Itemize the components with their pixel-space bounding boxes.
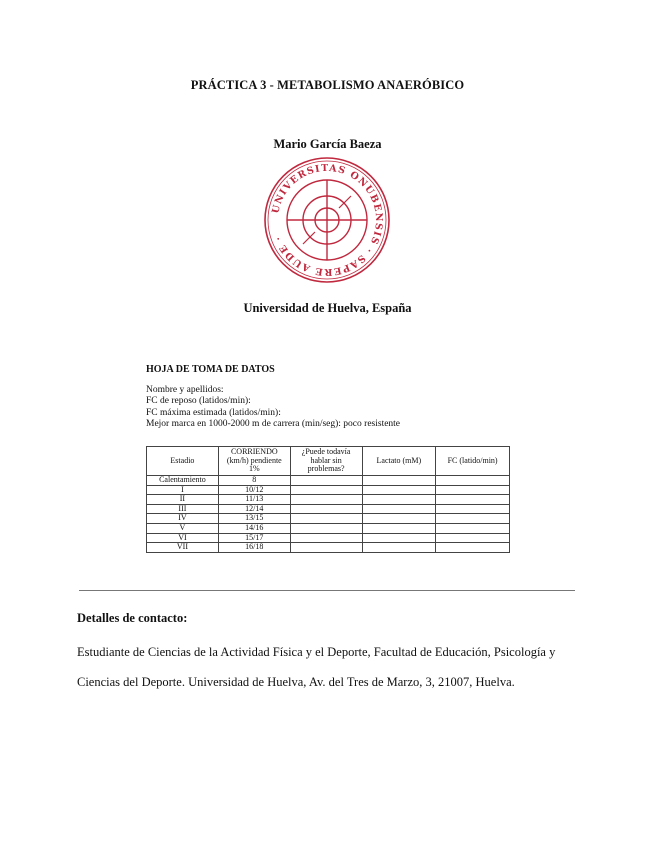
stage-cell: I	[147, 485, 219, 495]
hr-cell	[436, 476, 510, 486]
talk-cell	[290, 485, 362, 495]
table-row	[147, 485, 510, 495]
speed-cell: 8	[218, 476, 290, 486]
header-talk: ¿Puede todavía hablar sin problemas?	[290, 447, 362, 476]
hr-cell	[436, 504, 510, 514]
hr-cell	[436, 533, 510, 543]
talk-cell	[290, 533, 362, 543]
university-seal-logo	[262, 155, 392, 285]
contact-line: Ciencias del Deporte. Universidad de Huelva, Av. del Tres de Marzo, 3, 21007, Huelva.	[77, 675, 515, 689]
header-stage: Estadio	[147, 447, 219, 476]
table-row	[147, 533, 510, 543]
lactate-cell	[362, 543, 436, 553]
field-name: Nombre y apellidos:	[146, 384, 224, 395]
speed-cell: 11/13	[218, 495, 290, 505]
contact-heading: Detalles de contacto:	[77, 611, 188, 625]
data-sheet	[146, 364, 516, 431]
hr-cell	[436, 485, 510, 495]
lactate-cell	[362, 504, 436, 514]
hr-cell	[436, 514, 510, 524]
lactate-cell	[362, 533, 436, 543]
contact-line: Estudiante de Ciencias de la Actividad Física y el Deporte, Facultad de Educación, Psicología y	[77, 645, 556, 659]
talk-cell	[290, 514, 362, 524]
hr-cell	[436, 495, 510, 505]
talk-cell	[290, 504, 362, 514]
speed-cell: 13/15	[218, 514, 290, 524]
talk-cell	[290, 543, 362, 553]
speed-cell: 15/17	[218, 533, 290, 543]
table-row	[147, 504, 510, 514]
table-row	[147, 476, 510, 486]
sheet-title: HOJA DE TOMA DE DATOS	[146, 364, 275, 375]
speed-cell: 12/14	[218, 504, 290, 514]
stage-cell: Calentamiento	[147, 476, 219, 486]
talk-cell	[290, 476, 362, 486]
table-row	[147, 495, 510, 505]
contact-details	[77, 637, 587, 697]
table-row	[147, 543, 510, 553]
svg-text:UNIVERSITAS ONUBENSIS · SAPERE: UNIVERSITAS ONUBENSIS · SAPERE AUDE ·	[270, 162, 385, 278]
header-hr: FC (latido/min)	[436, 447, 510, 476]
data-table	[146, 446, 510, 553]
lactate-cell	[362, 476, 436, 486]
lactate-cell	[362, 523, 436, 533]
talk-cell	[290, 495, 362, 505]
lactate-cell	[362, 514, 436, 524]
speed-cell: 10/12	[218, 485, 290, 495]
hr-cell	[436, 523, 510, 533]
field-best-time: Mejor marca en 1000-2000 m de carrera (min/seg): poco resistente	[146, 419, 401, 429]
lactate-cell	[362, 485, 436, 495]
talk-cell	[290, 523, 362, 533]
speed-cell: 14/16	[218, 523, 290, 533]
university-name: Universidad de Huelva, España	[243, 301, 412, 315]
table-row	[147, 523, 510, 533]
header-speed: CORRIENDO (km/h) pendiente 1%	[218, 447, 290, 476]
author-name: Mario García Baeza	[273, 137, 382, 151]
document-title: PRÁCTICA 3 - METABOLISMO ANAERÓBICO	[190, 78, 465, 92]
speed-cell: 16/18	[218, 543, 290, 553]
stage-cell: II	[147, 495, 219, 505]
stage-cell: IV	[147, 514, 219, 524]
stage-cell: III	[147, 504, 219, 514]
stage-cell: VI	[147, 533, 219, 543]
lactate-cell	[362, 495, 436, 505]
header-lactate: Lactato (mM)	[362, 447, 436, 476]
table-row	[147, 514, 510, 524]
field-rest-hr: FC de reposo (latidos/min):	[146, 396, 251, 406]
hr-cell	[436, 543, 510, 553]
field-max-hr: FC máxima estimada (latidos/min):	[146, 407, 281, 418]
divider	[79, 590, 575, 591]
stage-cell: VII	[147, 543, 219, 553]
stage-cell: V	[147, 523, 219, 533]
